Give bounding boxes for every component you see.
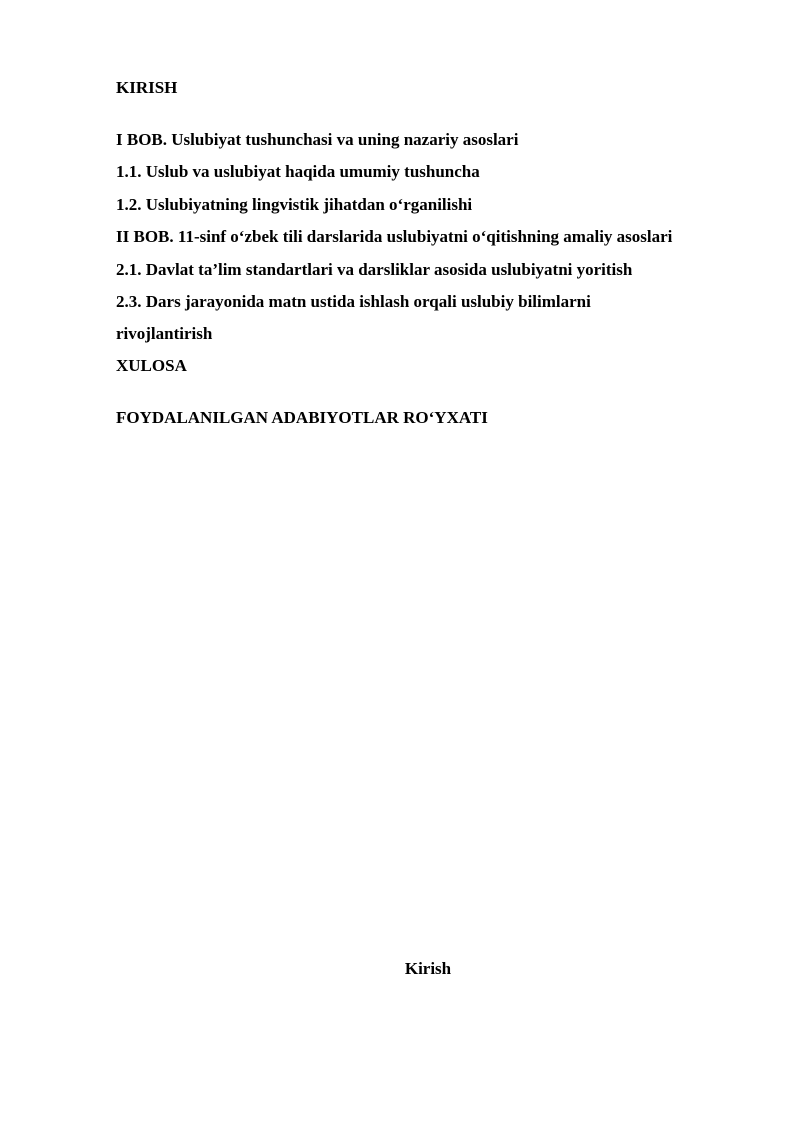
toc-section-2-3-continued: rivojlantirish	[116, 324, 213, 343]
toc-references: FOYDALANILGAN ADABIYOTLAR RO‘YXATI	[116, 408, 488, 427]
toc-chapter-1: I BOB. Uslubiyat tushunchasi va uning nazariy asoslari	[116, 130, 519, 149]
toc-chapter-2: II BOB. 11-sinf o‘zbek tili darslarida uslubiyatni o‘qitishning amaliy asoslari	[116, 227, 673, 246]
toc-section-1-2: 1.2. Uslubiyatning lingvistik jihatdan o‘rganilishi	[116, 195, 473, 214]
toc-section-2-1: 2.1. Davlat ta’lim standartlari va darsliklar asosida uslubiyatni yoritish	[116, 260, 633, 279]
section-heading-intro: Kirish	[404, 959, 452, 978]
toc-section-2-3: 2.3. Dars jarayonida matn ustida ishlash orqali uslubiy bilimlarni	[116, 292, 591, 311]
toc-section-1-1: 1.1. Uslub va uslubiyat haqida umumiy tushuncha	[116, 162, 480, 181]
toc-intro: KIRISH	[116, 78, 178, 97]
toc-conclusion: XULOSA	[116, 356, 187, 375]
